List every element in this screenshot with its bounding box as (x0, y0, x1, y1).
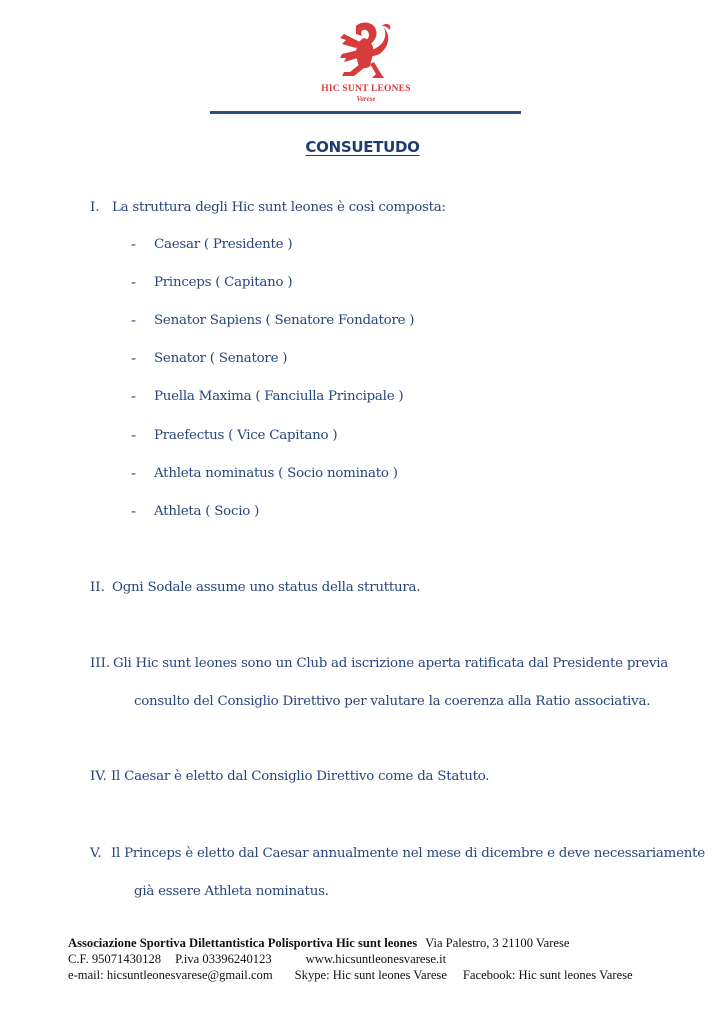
lion-rampant-icon (326, 20, 406, 86)
item-v-number: V. (90, 846, 102, 861)
logo-city: Varese (356, 95, 376, 103)
item-ii-text: Ogni Sodale assume uno status della struttura. (112, 580, 421, 595)
item-iv-text: Il Caesar è eletto dal Consiglio Direttivo come da Statuto. (111, 769, 490, 784)
footer-email[interactable]: e-mail: hicsuntleonesvarese@gmail.com (68, 968, 273, 982)
footer-skype: Skype: Hic sunt leones Varese (294, 968, 447, 982)
logo-name: HIC SUNT LEONES (321, 84, 411, 94)
item-iii-line2: consulto del Consiglio Direttivo per valutare la coerenza alla Ratio associativa. (134, 694, 651, 709)
footer-line-1 (68, 936, 570, 951)
role-label: Athleta ( Socio ) (154, 504, 260, 519)
footer-piva: P.iva 03396240123 (175, 952, 272, 966)
role-label: Senator Sapiens ( Senatore Fondatore ) (154, 313, 415, 328)
item-i-number: I. (90, 200, 100, 215)
page-title: CONSUETUDO (305, 138, 420, 156)
item-ii-number: II. (90, 580, 105, 595)
role-label: Athleta nominatus ( Socio nominato ) (154, 466, 398, 481)
role-label: Praefectus ( Vice Capitano ) (154, 428, 338, 443)
item-iii-number: III. (90, 656, 111, 671)
role-label: Caesar ( Presidente ) (154, 237, 293, 252)
item-i-text: La struttura degli Hic sunt leones è così composta: (112, 200, 446, 215)
item-v-line2: già essere Athleta nominatus. (134, 884, 329, 899)
club-logo (321, 20, 411, 106)
footer-facebook: Facebook: Hic sunt leones Varese (462, 968, 633, 982)
footer-cf: C.F. 95071430128 (68, 952, 162, 966)
footer-line-3 (68, 968, 633, 983)
role-label: Senator ( Senatore ) (154, 351, 288, 366)
item-iii-line1: Gli Hic sunt leones sono un Club ad iscrizione aperta ratificata dal Presidente previa (113, 656, 669, 671)
footer-web-link[interactable]: www.hicsuntleonesvarese.it (305, 952, 447, 966)
footer-line-2 (68, 952, 446, 967)
item-iv-number: IV. (90, 769, 107, 784)
item-v-line1: Il Princeps è eletto dal Caesar annualmente nel mese di dicembre e deve necessariamente (111, 846, 705, 861)
role-label: Princeps ( Capitano ) (154, 275, 293, 290)
footer-org: Associazione Sportiva Dilettantistica Polisportiva Hic sunt leones (68, 936, 418, 950)
header-rule (210, 111, 521, 114)
role-label: Puella Maxima ( Fanciulla Principale ) (154, 389, 404, 404)
footer-address: Via Palestro, 3 21100 Varese (425, 936, 570, 950)
